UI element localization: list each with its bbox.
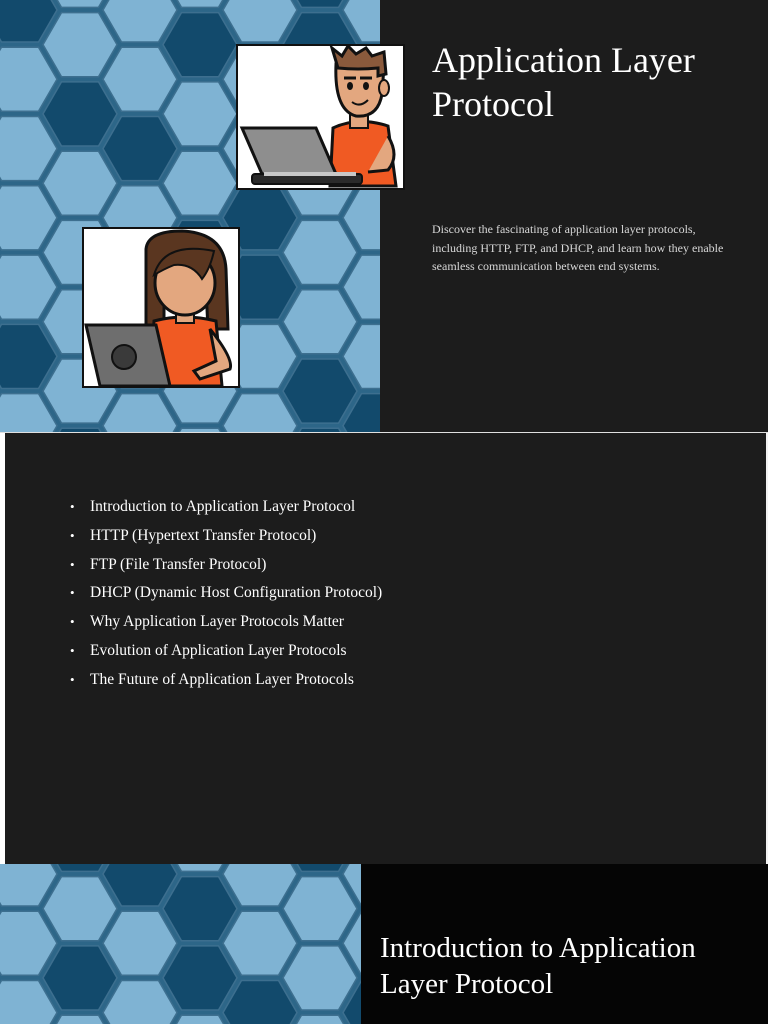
- bullet-icon: •: [70, 585, 75, 601]
- agenda-item-label: The Future of Application Layer Protocols: [90, 670, 354, 688]
- slide-title: Application Layer Protocol: [432, 40, 695, 124]
- agenda-item-label: HTTP (Hypertext Transfer Protocol): [90, 526, 317, 544]
- section-slide: [0, 864, 768, 1024]
- agenda-item-label: DHCP (Dynamic Host Configuration Protocol): [90, 584, 383, 602]
- agenda-item: [70, 666, 382, 695]
- bullet-icon: •: [70, 527, 75, 543]
- hexagon-pattern: [0, 864, 361, 1024]
- agenda-item-label: Introduction to Application Layer Protocol: [90, 498, 356, 515]
- woman-with-laptop-illustration: [82, 227, 240, 388]
- title-slide: [0, 0, 768, 432]
- agenda-item: [70, 551, 382, 580]
- agenda-item: [70, 637, 382, 666]
- bullet-icon: •: [70, 499, 75, 514]
- agenda-item: [70, 579, 382, 608]
- agenda-list: [70, 493, 382, 695]
- bullet-icon: •: [70, 671, 75, 687]
- bullet-icon: •: [70, 556, 75, 572]
- bullet-icon: •: [70, 614, 75, 630]
- slide-left-border: [0, 433, 5, 865]
- agenda-slide: [0, 432, 768, 865]
- agenda-item: [70, 608, 382, 637]
- agenda-item: [70, 493, 382, 522]
- agenda-item-label: FTP (File Transfer Protocol): [90, 555, 267, 573]
- agenda-item: [70, 522, 382, 551]
- man-with-laptop-illustration: [236, 44, 405, 190]
- agenda-item-label: Why Application Layer Protocols Matter: [90, 613, 344, 631]
- bullet-icon: •: [70, 642, 75, 658]
- agenda-item-label: Evolution of Application Layer Protocols: [90, 641, 347, 659]
- hexagon-pattern-graphic: [0, 864, 361, 1024]
- slide-subtitle: Discover the fascinating of application layer protocols, including HTTP, FTP, and DHCP, and learn how they enable seamless communication between end systems.: [432, 222, 724, 273]
- section-title: Introduction to Application Layer Protocol: [380, 932, 696, 1000]
